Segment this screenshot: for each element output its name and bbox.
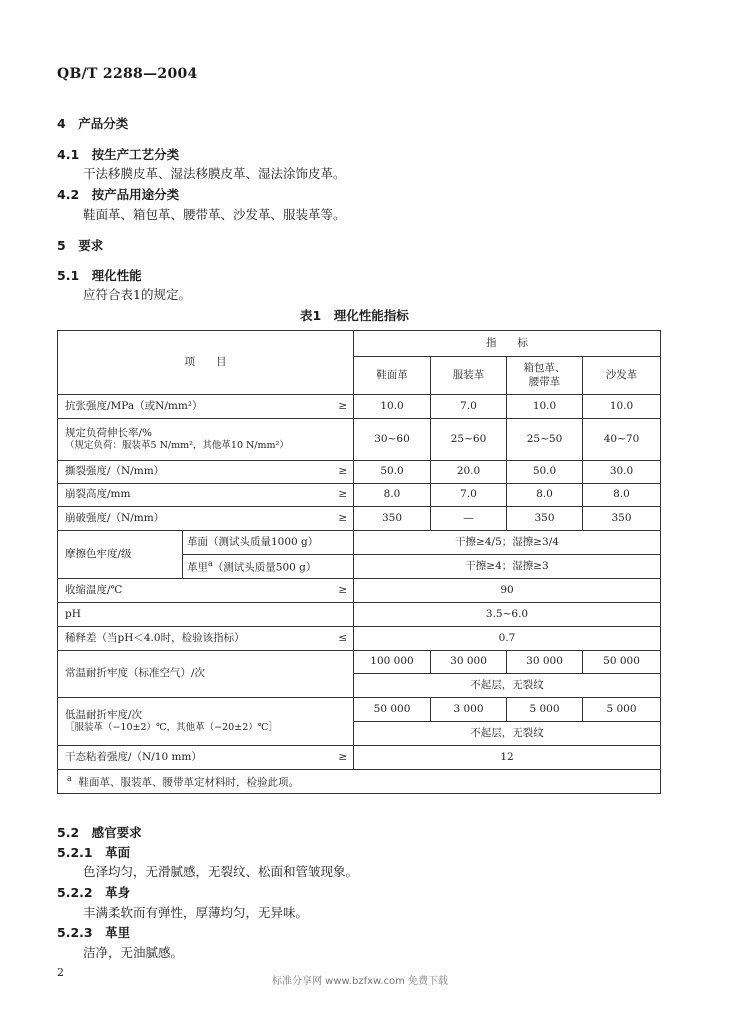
section-5-2-3-heading: 5.2.3 革里 xyxy=(57,925,131,940)
table-row xyxy=(58,395,661,419)
cell-value: 8.0 xyxy=(507,484,583,507)
page-number: 2 xyxy=(57,966,64,979)
section-5-2-2-body: 丰满柔软而有弹性，厚薄均匀，无异味。 xyxy=(83,905,309,920)
table-row xyxy=(58,507,661,531)
row-symbol: ≥ xyxy=(333,507,354,531)
cell-value: 20.0 xyxy=(431,461,507,484)
row-sublabel: 革面（测试头质量1000 g） xyxy=(183,531,354,555)
cell-value: 7.0 xyxy=(431,484,507,507)
cell-value: 干擦≥4/5；湿擦≥3/4 xyxy=(354,531,661,555)
row-label: 摩擦色牢度/级 xyxy=(58,531,183,579)
row-label: 抗张强度/MPa（或N/mm²） xyxy=(58,395,333,419)
section-5-2-2-heading: 5.2.2 革身 xyxy=(57,885,131,900)
col-header-garment: 服装革 xyxy=(431,357,507,395)
row-label: 干态粘着强度/（N/10 mm） xyxy=(58,746,333,770)
row-label: 常温耐折牢度（标准空气）/次 xyxy=(58,651,354,698)
cell-value: 10.0 xyxy=(507,395,583,419)
section-5-1-body: 应符合表1的规定。 xyxy=(83,287,191,302)
section-4-2-heading: 4.2 按产品用途分类 xyxy=(57,187,180,202)
section-5-1-heading: 5.1 理化性能 xyxy=(57,268,142,283)
row-label: 崩破强度/（N/mm） xyxy=(58,507,333,531)
cell-value: 10.0 xyxy=(354,395,431,419)
document-header: QB/T 2288—2004 xyxy=(57,66,198,82)
cell-value: 8.0 xyxy=(583,484,661,507)
cell-value: 350 xyxy=(583,507,661,531)
table-row xyxy=(58,698,661,722)
cell-value: 50 000 xyxy=(354,698,431,722)
cell-value: — xyxy=(431,507,507,531)
row-label: 低温耐折牢度/次 ［服装革（−10±2）℃，其他革（−20±2）℃］ xyxy=(58,698,354,746)
header-item: 项 目 xyxy=(58,331,354,395)
cell-value: 100 000 xyxy=(354,651,431,674)
cell-value: 25~50 xyxy=(507,419,583,461)
cell-value: 30 000 xyxy=(431,651,507,674)
section-4-heading: 4 产品分类 xyxy=(57,116,129,131)
section-5-2-heading: 5.2 感官要求 xyxy=(57,825,142,840)
row-label: 收缩温度/℃ xyxy=(58,579,333,603)
row-label: 稀释差（当pH＜4.0时，检验该指标） xyxy=(58,627,333,651)
cell-value: 30~60 xyxy=(354,419,431,461)
section-5-2-3-body: 洁净，无油腻感。 xyxy=(83,945,184,960)
watermark-text: 标准分享网 www.bzfxw.com 免费下载 xyxy=(272,976,448,987)
col-header-sofa: 沙发革 xyxy=(583,357,661,395)
table-row xyxy=(58,746,661,770)
row-label: 规定负荷伸长率/% （规定负荷：服装革5 N/mm²，其他革10 N/mm²） xyxy=(58,419,354,461)
cell-value: 10.0 xyxy=(583,395,661,419)
cell-value: 不起层，无裂纹 xyxy=(354,722,661,746)
cell-value: 50 000 xyxy=(583,651,661,674)
row-symbol: ≥ xyxy=(333,746,354,770)
cell-value: 350 xyxy=(507,507,583,531)
physical-chemical-table xyxy=(57,330,661,794)
cell-value: 90 xyxy=(354,579,661,603)
cell-value: 30.0 xyxy=(583,461,661,484)
table-row xyxy=(58,603,661,627)
table-row xyxy=(58,419,661,461)
table-row xyxy=(58,579,661,603)
cell-value: 50.0 xyxy=(354,461,431,484)
cell-value: 30 000 xyxy=(507,651,583,674)
cell-value: 7.0 xyxy=(431,395,507,419)
section-4-2-body: 鞋面革、箱包革、腰带革、沙发革、服装革等。 xyxy=(83,207,346,222)
cell-value: 干擦≥4；湿擦≥3 xyxy=(354,555,661,579)
row-symbol: ≤ xyxy=(333,627,354,651)
section-5-2-1-heading: 5.2.1 革面 xyxy=(57,845,131,860)
table-footnote: $^a$ 鞋面革、服装革、腰带革定材料时，检验此项。 xyxy=(58,770,661,794)
cell-value: 0.7 xyxy=(354,627,661,651)
section-5-2-1-body: 色泽均匀，无滑腻感，无裂纹、松面和管皱现象。 xyxy=(83,864,359,879)
section-5-heading: 5 要求 xyxy=(57,238,104,253)
cell-value: 不起层，无裂纹 xyxy=(354,674,661,698)
row-symbol: ≥ xyxy=(333,484,354,507)
cell-value: 3 000 xyxy=(431,698,507,722)
row-symbol: ≥ xyxy=(333,579,354,603)
cell-value: 12 xyxy=(354,746,661,770)
table-row xyxy=(58,651,661,674)
table-row xyxy=(58,461,661,484)
row-sublabel: 革里$^a$（测试头质量500 g） xyxy=(183,555,354,579)
row-symbol: ≥ xyxy=(333,395,354,419)
section-4-1-body: 干法移膜皮革、湿法移膜皮革、湿法涂饰皮革。 xyxy=(83,166,346,181)
cell-value: 5 000 xyxy=(583,698,661,722)
table-caption: 表1 理化性能指标 xyxy=(300,308,409,323)
table-footnote-row xyxy=(58,770,661,794)
cell-value: 5 000 xyxy=(507,698,583,722)
header-index: 指 标 xyxy=(354,331,661,357)
row-label: pH xyxy=(58,603,354,627)
cell-value: 3.5~6.0 xyxy=(354,603,661,627)
row-symbol: ≥ xyxy=(333,461,354,484)
row-label: 崩裂高度/mm xyxy=(58,484,333,507)
col-header-bag-belt: 箱包革、腰带革 xyxy=(507,357,583,395)
cell-value: 50.0 xyxy=(507,461,583,484)
table-row xyxy=(58,484,661,507)
cell-value: 350 xyxy=(354,507,431,531)
col-header-shoe-upper: 鞋面革 xyxy=(354,357,431,395)
table-row xyxy=(58,627,661,651)
row-label: 撕裂强度/（N/mm） xyxy=(58,461,333,484)
cell-value: 40~70 xyxy=(583,419,661,461)
cell-value: 8.0 xyxy=(354,484,431,507)
cell-value: 25~60 xyxy=(431,419,507,461)
table-row xyxy=(58,531,661,555)
section-4-1-heading: 4.1 按生产工艺分类 xyxy=(57,147,180,162)
